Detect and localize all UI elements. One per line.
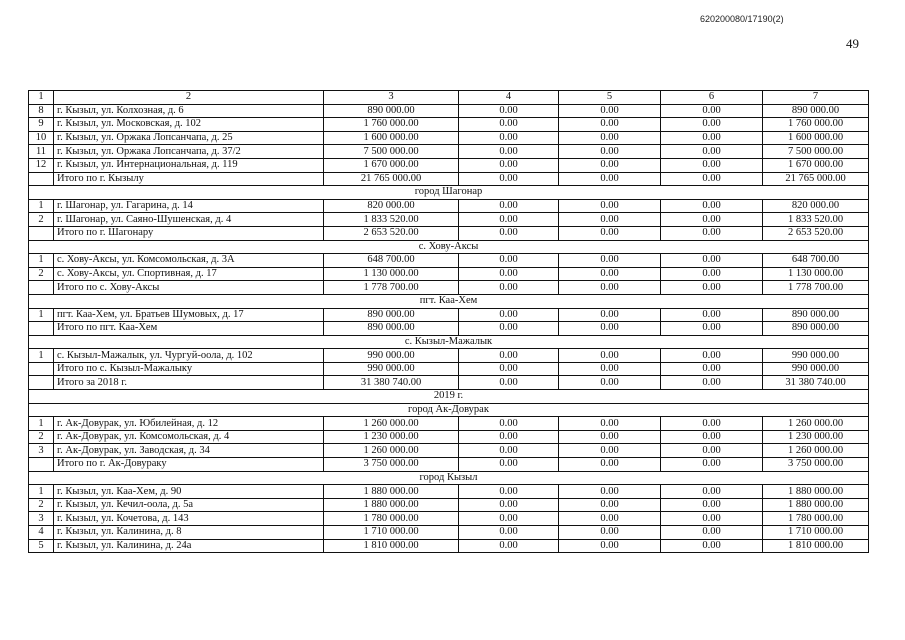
row-number-cell: 1 — [29, 199, 54, 213]
amount-col3-cell: 1 778 700.00 — [324, 281, 459, 295]
column-header: 6 — [661, 91, 763, 105]
amount-col4-cell: 0.00 — [459, 308, 559, 322]
amount-col4-cell: 0.00 — [459, 526, 559, 540]
total-amount-cell: 31 380 740.00 — [763, 376, 869, 390]
row-number-cell: 1 — [29, 485, 54, 499]
address-cell: г. Кызыл, ул. Калинина, д. 24а — [54, 539, 324, 553]
amount-col6-cell: 0.00 — [661, 362, 763, 376]
amount-col3-cell: 2 653 520.00 — [324, 226, 459, 240]
address-cell: г. Кызыл, ул. Каа-Хем, д. 90 — [54, 485, 324, 499]
amount-col5-cell: 0.00 — [559, 498, 661, 512]
amount-col4-cell: 0.00 — [459, 254, 559, 268]
amount-col6-cell: 0.00 — [661, 526, 763, 540]
address-cell: г. Кызыл, ул. Интернациональная, д. 119 — [54, 158, 324, 172]
amount-col3-cell: 31 380 740.00 — [324, 376, 459, 390]
amount-col3-cell: 648 700.00 — [324, 254, 459, 268]
address-cell: г. Шагонар, ул. Гагарина, д. 14 — [54, 199, 324, 213]
table-row — [29, 104, 869, 118]
table-row — [29, 158, 869, 172]
amount-col3-cell: 1 260 000.00 — [324, 444, 459, 458]
address-cell: Итого по с. Хову-Аксы — [54, 281, 324, 295]
amount-col4-cell: 0.00 — [459, 158, 559, 172]
section-header-row — [29, 390, 869, 404]
amount-col3-cell: 1 780 000.00 — [324, 512, 459, 526]
table-row — [29, 199, 869, 213]
amount-col4-cell: 0.00 — [459, 145, 559, 159]
amount-col5-cell: 0.00 — [559, 430, 661, 444]
total-amount-cell: 990 000.00 — [763, 349, 869, 363]
amount-col6-cell: 0.00 — [661, 349, 763, 363]
total-amount-cell: 1 260 000.00 — [763, 417, 869, 431]
table-row — [29, 267, 869, 281]
table-row — [29, 539, 869, 553]
table-row — [29, 512, 869, 526]
total-amount-cell: 1 710 000.00 — [763, 526, 869, 540]
table-row — [29, 417, 869, 431]
document-code: 620200080/17190(2) — [700, 14, 784, 24]
row-number-cell: 1 — [29, 417, 54, 431]
table-row — [29, 458, 869, 472]
amount-col4-cell: 0.00 — [459, 498, 559, 512]
amount-col5-cell: 0.00 — [559, 104, 661, 118]
table-row — [29, 430, 869, 444]
amount-col6-cell: 0.00 — [661, 158, 763, 172]
amount-col6-cell: 0.00 — [661, 145, 763, 159]
section-header-row — [29, 294, 869, 308]
row-number-cell: 2 — [29, 430, 54, 444]
amount-col5-cell: 0.00 — [559, 512, 661, 526]
address-cell: г. Кызыл, ул. Кечил-оола, д. 5а — [54, 498, 324, 512]
section-title: с. Кызыл-Мажалык — [29, 335, 869, 349]
section-title: 2019 г. — [29, 390, 869, 404]
column-header: 1 — [29, 91, 54, 105]
row-number-cell: 11 — [29, 145, 54, 159]
address-cell: с. Хову-Аксы, ул. Спортивная, д. 17 — [54, 267, 324, 281]
amount-col6-cell: 0.00 — [661, 308, 763, 322]
row-number-cell: 8 — [29, 104, 54, 118]
amount-col6-cell: 0.00 — [661, 539, 763, 553]
row-number-cell: 4 — [29, 526, 54, 540]
amount-col4-cell: 0.00 — [459, 104, 559, 118]
amount-col6-cell: 0.00 — [661, 267, 763, 281]
table-row — [29, 349, 869, 363]
amount-col5-cell: 0.00 — [559, 458, 661, 472]
amount-col4-cell: 0.00 — [459, 213, 559, 227]
amount-col6-cell: 0.00 — [661, 417, 763, 431]
address-cell: г. Кызыл, ул. Колхозная, д. 6 — [54, 104, 324, 118]
address-cell: Итого по г. Ак-Довураку — [54, 458, 324, 472]
table-row — [29, 485, 869, 499]
table-row — [29, 226, 869, 240]
register-table-body — [29, 104, 869, 553]
row-number-cell — [29, 172, 54, 186]
amount-col4-cell: 0.00 — [459, 444, 559, 458]
total-amount-cell: 1 880 000.00 — [763, 498, 869, 512]
amount-col5-cell: 0.00 — [559, 281, 661, 295]
total-amount-cell: 1 670 000.00 — [763, 158, 869, 172]
amount-col4-cell: 0.00 — [459, 430, 559, 444]
section-header-row — [29, 403, 869, 417]
total-amount-cell: 7 500 000.00 — [763, 145, 869, 159]
column-number-header-row — [29, 91, 869, 105]
amount-col5-cell: 0.00 — [559, 362, 661, 376]
amount-col5-cell: 0.00 — [559, 267, 661, 281]
row-number-cell: 2 — [29, 498, 54, 512]
amount-col3-cell: 21 765 000.00 — [324, 172, 459, 186]
table-row — [29, 362, 869, 376]
amount-col5-cell: 0.00 — [559, 158, 661, 172]
table-row — [29, 172, 869, 186]
amount-col5-cell: 0.00 — [559, 322, 661, 336]
address-cell: г. Шагонар, ул. Саяно-Шушенская, д. 4 — [54, 213, 324, 227]
table-row — [29, 444, 869, 458]
amount-col5-cell: 0.00 — [559, 376, 661, 390]
amount-col4-cell: 0.00 — [459, 322, 559, 336]
amount-col5-cell: 0.00 — [559, 349, 661, 363]
amount-col4-cell: 0.00 — [459, 226, 559, 240]
total-amount-cell: 3 750 000.00 — [763, 458, 869, 472]
table-row — [29, 281, 869, 295]
amount-col3-cell: 1 880 000.00 — [324, 485, 459, 499]
amount-col3-cell: 820 000.00 — [324, 199, 459, 213]
amount-col3-cell: 1 833 520.00 — [324, 213, 459, 227]
address-cell: с. Кызыл-Мажалык, ул. Чургуй-оола, д. 102 — [54, 349, 324, 363]
row-number-cell: 1 — [29, 308, 54, 322]
table-row — [29, 376, 869, 390]
table-row — [29, 145, 869, 159]
table-row — [29, 118, 869, 132]
section-title: город Ак-Довурак — [29, 403, 869, 417]
amount-col6-cell: 0.00 — [661, 199, 763, 213]
section-title: город Кызыл — [29, 471, 869, 485]
section-title: город Шагонар — [29, 186, 869, 200]
amount-col3-cell: 7 500 000.00 — [324, 145, 459, 159]
section-header-row — [29, 335, 869, 349]
amount-col6-cell: 0.00 — [661, 172, 763, 186]
page-number: 49 — [846, 36, 859, 51]
column-header: 3 — [324, 91, 459, 105]
address-cell: г. Кызыл, ул. Московская, д. 102 — [54, 118, 324, 132]
amount-col6-cell: 0.00 — [661, 498, 763, 512]
table-row — [29, 322, 869, 336]
row-number-cell — [29, 362, 54, 376]
row-number-cell: 9 — [29, 118, 54, 132]
amount-col4-cell: 0.00 — [459, 199, 559, 213]
row-number-cell: 3 — [29, 512, 54, 526]
total-amount-cell: 1 600 000.00 — [763, 131, 869, 145]
amount-col3-cell: 1 760 000.00 — [324, 118, 459, 132]
amount-col6-cell: 0.00 — [661, 281, 763, 295]
address-cell: Итого по г. Кызылу — [54, 172, 324, 186]
amount-col3-cell: 890 000.00 — [324, 322, 459, 336]
total-amount-cell: 890 000.00 — [763, 322, 869, 336]
total-amount-cell: 820 000.00 — [763, 199, 869, 213]
amount-col5-cell: 0.00 — [559, 417, 661, 431]
total-amount-cell: 1 810 000.00 — [763, 539, 869, 553]
address-cell: г. Кызыл, ул. Калинина, д. 8 — [54, 526, 324, 540]
row-number-cell — [29, 322, 54, 336]
total-amount-cell: 1 230 000.00 — [763, 430, 869, 444]
amount-col5-cell: 0.00 — [559, 145, 661, 159]
amount-col5-cell: 0.00 — [559, 308, 661, 322]
amount-col6-cell: 0.00 — [661, 254, 763, 268]
table-row — [29, 498, 869, 512]
row-number-cell: 10 — [29, 131, 54, 145]
amount-col5-cell: 0.00 — [559, 131, 661, 145]
section-header-row — [29, 186, 869, 200]
total-amount-cell: 990 000.00 — [763, 362, 869, 376]
amount-col5-cell: 0.00 — [559, 118, 661, 132]
total-amount-cell: 1 130 000.00 — [763, 267, 869, 281]
amount-col6-cell: 0.00 — [661, 118, 763, 132]
amount-col4-cell: 0.00 — [459, 281, 559, 295]
address-cell: г. Кызыл, ул. Оржака Лопсанчапа, д. 37/2 — [54, 145, 324, 159]
amount-col5-cell: 0.00 — [559, 444, 661, 458]
total-amount-cell: 1 880 000.00 — [763, 485, 869, 499]
amount-col3-cell: 1 260 000.00 — [324, 417, 459, 431]
row-number-cell: 2 — [29, 213, 54, 227]
address-cell: г. Ак-Довурак, ул. Юбилейная, д. 12 — [54, 417, 324, 431]
address-cell: г. Кызыл, ул. Кочетова, д. 143 — [54, 512, 324, 526]
amount-col6-cell: 0.00 — [661, 444, 763, 458]
total-amount-cell: 21 765 000.00 — [763, 172, 869, 186]
amount-col6-cell: 0.00 — [661, 485, 763, 499]
amount-col5-cell: 0.00 — [559, 485, 661, 499]
column-header: 7 — [763, 91, 869, 105]
amount-col4-cell: 0.00 — [459, 539, 559, 553]
row-number-cell: 1 — [29, 349, 54, 363]
amount-col4-cell: 0.00 — [459, 118, 559, 132]
amount-col6-cell: 0.00 — [661, 376, 763, 390]
address-cell: Итого по с. Кызыл-Мажалыку — [54, 362, 324, 376]
address-cell: Итого за 2018 г. — [54, 376, 324, 390]
amount-col6-cell: 0.00 — [661, 458, 763, 472]
table-row — [29, 526, 869, 540]
amount-col3-cell: 890 000.00 — [324, 104, 459, 118]
column-header: 5 — [559, 91, 661, 105]
amount-col4-cell: 0.00 — [459, 172, 559, 186]
address-cell: Итого по пгт. Каа-Хем — [54, 322, 324, 336]
total-amount-cell: 2 653 520.00 — [763, 226, 869, 240]
amount-col4-cell: 0.00 — [459, 458, 559, 472]
amount-col3-cell: 1 230 000.00 — [324, 430, 459, 444]
total-amount-cell: 1 760 000.00 — [763, 118, 869, 132]
amount-col4-cell: 0.00 — [459, 417, 559, 431]
total-amount-cell: 1 260 000.00 — [763, 444, 869, 458]
amount-col3-cell: 1 810 000.00 — [324, 539, 459, 553]
amount-col5-cell: 0.00 — [559, 526, 661, 540]
amount-col5-cell: 0.00 — [559, 199, 661, 213]
amount-col3-cell: 1 710 000.00 — [324, 526, 459, 540]
total-amount-cell: 890 000.00 — [763, 308, 869, 322]
total-amount-cell: 1 778 700.00 — [763, 281, 869, 295]
total-amount-cell: 648 700.00 — [763, 254, 869, 268]
row-number-cell — [29, 376, 54, 390]
amount-col3-cell: 1 130 000.00 — [324, 267, 459, 281]
amount-col4-cell: 0.00 — [459, 349, 559, 363]
amount-col5-cell: 0.00 — [559, 539, 661, 553]
amount-col4-cell: 0.00 — [459, 131, 559, 145]
address-cell: пгт. Каа-Хем, ул. Братьев Шумовых, д. 17 — [54, 308, 324, 322]
register-table — [28, 90, 869, 553]
amount-col5-cell: 0.00 — [559, 226, 661, 240]
amount-col3-cell: 1 600 000.00 — [324, 131, 459, 145]
total-amount-cell: 890 000.00 — [763, 104, 869, 118]
section-title: с. Хову-Аксы — [29, 240, 869, 254]
row-number-cell: 12 — [29, 158, 54, 172]
amount-col3-cell: 890 000.00 — [324, 308, 459, 322]
section-title: пгт. Каа-Хем — [29, 294, 869, 308]
amount-col6-cell: 0.00 — [661, 131, 763, 145]
row-number-cell: 2 — [29, 267, 54, 281]
column-header: 4 — [459, 91, 559, 105]
amount-col6-cell: 0.00 — [661, 213, 763, 227]
amount-col5-cell: 0.00 — [559, 172, 661, 186]
row-number-cell — [29, 226, 54, 240]
table-row — [29, 213, 869, 227]
amount-col3-cell: 990 000.00 — [324, 349, 459, 363]
table-row — [29, 308, 869, 322]
table-row — [29, 254, 869, 268]
row-number-cell — [29, 458, 54, 472]
row-number-cell: 1 — [29, 254, 54, 268]
amount-col6-cell: 0.00 — [661, 430, 763, 444]
address-cell: г. Ак-Довурак, ул. Заводская, д. 34 — [54, 444, 324, 458]
row-number-cell: 3 — [29, 444, 54, 458]
section-header-row — [29, 240, 869, 254]
address-cell: с. Хову-Аксы, ул. Комсомольская, д. 3А — [54, 254, 324, 268]
amount-col6-cell: 0.00 — [661, 226, 763, 240]
table-row — [29, 131, 869, 145]
amount-col6-cell: 0.00 — [661, 104, 763, 118]
amount-col5-cell: 0.00 — [559, 213, 661, 227]
amount-col4-cell: 0.00 — [459, 267, 559, 281]
address-cell: г. Кызыл, ул. Оржака Лопсанчапа, д. 25 — [54, 131, 324, 145]
address-cell: г. Ак-Довурак, ул. Комсомольская, д. 4 — [54, 430, 324, 444]
section-header-row — [29, 471, 869, 485]
total-amount-cell: 1 780 000.00 — [763, 512, 869, 526]
amount-col4-cell: 0.00 — [459, 485, 559, 499]
amount-col6-cell: 0.00 — [661, 322, 763, 336]
row-number-cell — [29, 281, 54, 295]
row-number-cell: 5 — [29, 539, 54, 553]
total-amount-cell: 1 833 520.00 — [763, 213, 869, 227]
amount-col3-cell: 3 750 000.00 — [324, 458, 459, 472]
amount-col3-cell: 1 670 000.00 — [324, 158, 459, 172]
amount-col5-cell: 0.00 — [559, 254, 661, 268]
address-cell: Итого по г. Шагонару — [54, 226, 324, 240]
amount-col3-cell: 990 000.00 — [324, 362, 459, 376]
amount-col4-cell: 0.00 — [459, 376, 559, 390]
amount-col4-cell: 0.00 — [459, 362, 559, 376]
amount-col6-cell: 0.00 — [661, 512, 763, 526]
amount-col3-cell: 1 880 000.00 — [324, 498, 459, 512]
column-header: 2 — [54, 91, 324, 105]
amount-col4-cell: 0.00 — [459, 512, 559, 526]
